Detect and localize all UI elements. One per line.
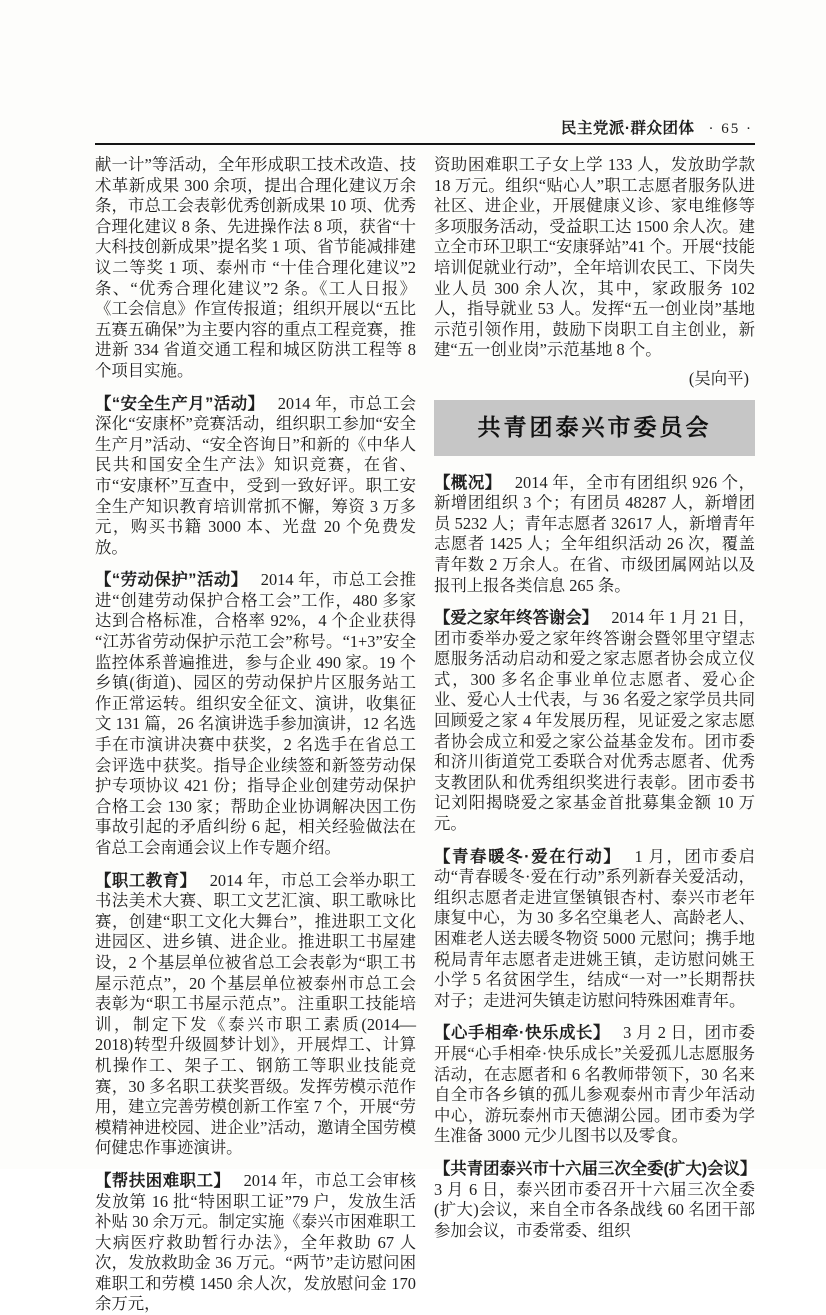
entry-body: 2014 年，市总工会推进“创建劳动保护合格工会”工作，480 多家达到合格标准，合格率 92%，4 个企业获得 “江苏省劳动保护示范工会”称号。“1+3”安全监控体系普遍推进，参与企业 490 家。19 个乡镇(街道)、园区的劳动保护片区服务站工作正常运转。组织安全征文、演讲，收集征文 131 篇，26 名演讲选手参加演讲，12 名选手在市演讲决赛中获奖，2 名选手在省总工会评选中获奖。指导企业续签和新签劳动保护专项协议 421 份；指导企业创建劳动保护合格工会 130 家；帮助企业协调解决因工伤事故引起的矛盾纠纷 6 起，相关经验做法在省总工会南通会议上作专题介绍。 <box>95 570 416 857</box>
entry-heading: 【“劳动保护”活动】 <box>95 571 248 590</box>
entry-heading: 【“安全生产月”活动】 <box>95 394 265 413</box>
entry-aid-workers <box>95 1171 416 1315</box>
header-rule <box>95 143 755 145</box>
two-column-body <box>95 155 755 1315</box>
author-signature: (吴向平) <box>688 368 749 388</box>
entry-body: 1 月，团市委启动“青春暖冬·爱在行动”系列新春关爱活动，组织志愿者走进宣堡镇银杏村、泰兴市老年康复中心，为 30 多名空巢老人、高龄老人、困难老人送去暖冬物资 5000 元慰问；携手地税局青年志愿者走进姚王镇，走访慰问姚王小学 5 名贫困学生，结成“一对一”长期帮扶对子；走进河失镇走访慰问特殊困难青年。 <box>434 846 755 1010</box>
entry-heading: 【青春暖冬·爱在行动】 <box>434 847 622 866</box>
entry-body: 3 月 2 日，团市委开展“心手相牵·快乐成长”关爱孤儿志愿服务活动，在志愿者和 6 名教师带领下，30 名来自全市各乡镇的孤儿参观泰州市青少年活动中心，游玩泰州市天德湖公园。团市委为学生准备 3000 元少儿图书以及零食。 <box>434 1023 755 1146</box>
entry-heading: 【共青团泰兴市十六届三次全委(扩大)会议】 <box>434 1159 757 1178</box>
entry-heading: 【概况】 <box>434 473 502 492</box>
entry-heading: 【心手相牵·快乐成长】 <box>434 1024 611 1043</box>
entry-plenary-meeting <box>434 1159 755 1241</box>
entry-body: 3 月 6 日，泰兴团市委召开十六届三次全委(扩大)会议，来自全市各条战线 60 名团干部参加会议，市委常委、组织 <box>434 1179 755 1240</box>
paragraph-continuation <box>434 155 755 361</box>
left-column <box>95 155 416 1315</box>
org-title-box <box>434 400 755 456</box>
section-label: 民主党派·群众团体 <box>560 120 695 137</box>
entry-love-home-gala <box>434 608 755 835</box>
entry-heading: 【职工教育】 <box>95 871 197 890</box>
page-header <box>95 116 755 138</box>
entry-body: 2014 年，市总工会举办职工书法美术大赛、职工文艺汇演、职工歌咏比赛，创建“职工文化大舞台”，推进职工文化进园区、进乡镇、进企业。推进职工书屋建设，2 个基层单位被省总工会表彰为“职工书屋示范点”，20 个基层单位被泰州市总工会表彰为“职工书屋示范点”。注重职工技能培训，制定下发《泰兴市职工素质(2014—2018)转型升级圆梦计划》，开展焊工、计算机操作工、架子工、钢筋工等职业技能竞赛，30 多名职工获奖晋级。发挥劳模示范作用，建立完善劳模创新工作室 7 个，开展“劳模精神进校园、进企业”活动，邀请全国劳模何健忠作事迹演讲。 <box>95 870 416 1158</box>
entry-body: 2014 年，市总工会审核发放第 16 批“特困职工证”79 户，发放生活补贴 30 余万元。制定实施《泰兴市困难职工大病医疗救助暂行办法》，全年救助 67 人次，发放救助金 36 万元。“两节”走访慰问困难职工和劳模 1450 余人次，发放慰问金 170 余万元， <box>95 1170 416 1314</box>
page-content <box>95 116 755 1315</box>
entry-hand-in-hand <box>434 1023 755 1147</box>
page-number: · 65 · <box>708 121 753 137</box>
entry-body: 资助困难职工子女上学 133 人，发放助学款 18 万元。组织“贴心人”职工志愿者服务队进社区、进企业，开展健康义诊、家电维修等多项服务活动，受益职工达 1500 余人次。建立全市环卫职工“安康驿站”41 个。开展“技能培训促就业行动”，全年培训农民工、下岗失业人员 300 余人次，其中，家政服务 102 人，指导就业 53 人。发挥“五一创业岗”基地示范引领作用，鼓励下岗职工自主创业，新建“五一创业岗”示范基地 8 个。 <box>434 155 755 360</box>
entry-safety-month <box>95 394 416 559</box>
entry-body: 2014 年，市总工会深化“安康杯”竞赛活动，组织职工参加“安全生产月”活动、“安全咨询日”和新的《中华人民共和国安全生产法》知识竞赛，在省、市“安康杯”互查中，受到一致好评。职工安全生产知识教育培训常抓不懈，筹资 3 万多元，购买书籍 3000 本、光盘 20 个免费发放。 <box>95 393 416 557</box>
entry-body: 2014 年 1 月 21 日，团市委举办爱之家年终答谢会暨邻里守望志愿服务活动启动和爱之家志愿者协会成立仪式，300 多名企事业单位志愿者、爱心企业、爱心人士代表，与 36 名爱之家学员共同回顾爱之家 4 年发展历程，见证爱之家志愿者协会成立和爱之家公益基金发布。团市委和济川街道党工委联合对优秀志愿者、优秀支教团队和优秀组织奖进行表彰。团市委书记刘阳揭晓爱之家基金首批募集金额 10 万元。 <box>434 608 755 834</box>
org-title: 共青团泰兴市委员会 <box>477 414 712 441</box>
entry-body: 2014 年，全市有团组织 926 个，新增团组织 3 个；有团员 48287 人，新增团员 5232 人；青年志愿者 32617 人，新增青年志愿者 1425 人；全年组织活动 26 次，覆盖青年数 2 万余人。在省、市级团属网站以及报刊上报各类信息 265 条。 <box>434 472 755 595</box>
right-column <box>434 155 755 1315</box>
entry-body: 献一计”等活动，全年形成职工技术改造、技术革新成果 300 余项，提出合理化建议万余条，市总工会表彰优秀创新成果 10 项、优秀合理化建议 8 条、先进操作法 8 项，获省“十大科技创新成果”提名奖 1 项、省节能减排建议二等奖 1 项、泰州市 “十佳合理化建议”2 条、“优秀合理化建议”2 条。《工人日报》《工会信息》作宣传报道；组织开展以“五比五赛五确保”为主要内容的重点工程竞赛，推进新 334 省道交通工程和城区防洪工程等 8 个项目实施。 <box>95 155 416 380</box>
entry-warm-winter <box>434 847 755 1012</box>
entry-overview <box>434 473 755 597</box>
entry-worker-education <box>95 871 416 1159</box>
paragraph-continuation <box>95 155 416 382</box>
entry-labor-protection <box>95 570 416 858</box>
entry-heading: 【爱之家年终答谢会】 <box>434 609 599 628</box>
entry-heading: 【帮扶困难职工】 <box>95 1171 231 1190</box>
